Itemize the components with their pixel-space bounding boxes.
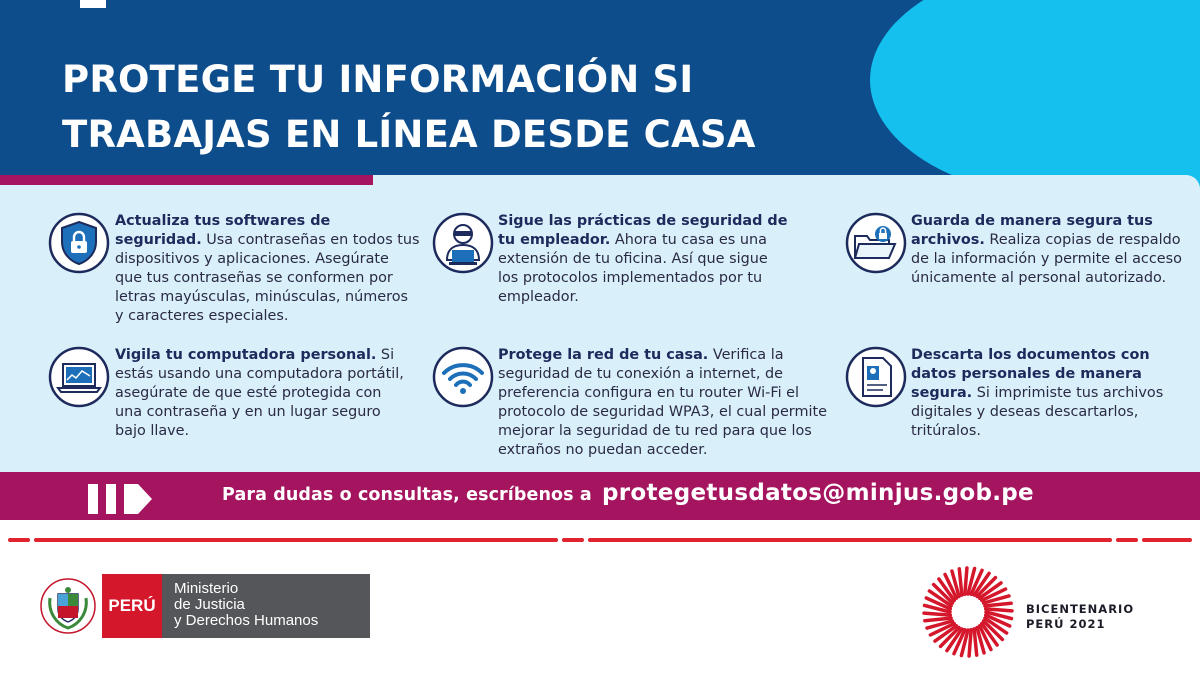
ministry-line-1: Ministerio: [174, 580, 239, 597]
bicentenario-ray: [924, 613, 950, 615]
arrow-stripe-2: [106, 484, 116, 514]
tip-employer-practices: Sigue las prácticas de seguridad de tu empleador. Ahora tu casa es una extensión de tu oficina. Así que sigue los protocolos implementados por tu empleador.: [498, 213, 788, 305]
personal-document-icon: [845, 346, 905, 406]
bicentenario-ray: [986, 609, 1012, 611]
tip-home-network: Protege la red de tu casa. Verifica la seguridad de tu conexión a internet, de preferencia configura en tu router Wi-Fi el protocolo de seguridad WPA3, el cual permite mejorar la seguridad de tu red para que los extraños no puedan acceder.: [498, 347, 827, 458]
laptop-icon: [48, 346, 108, 406]
locked-folder-icon: [845, 212, 905, 272]
title-line-1: PROTEGE TU INFORMACIÓN SI: [62, 58, 694, 101]
arrow-right-icon: [124, 484, 152, 514]
bicentenario-line-1: BICENTENARIO: [1026, 602, 1135, 616]
dashed-divider: [0, 537, 1200, 543]
peru-logo: PERÚ: [102, 574, 162, 638]
bicentenario-line-2: PERÚ 2021: [1026, 617, 1106, 631]
bicentenario-ray: [969, 630, 971, 656]
bicentenario-ray: [959, 569, 962, 595]
ministry-line-3: y Derechos Humanos: [174, 612, 319, 629]
peru-coat-of-arms-icon: [38, 576, 98, 636]
ministry-logo: [162, 574, 370, 638]
bicentenario-ray: [925, 618, 951, 621]
bicentenario-ray: [965, 568, 967, 594]
bicentenario-logo-icon: [922, 566, 1014, 658]
tip-store-files: Guarda de manera segura tus archivos. Realiza copias de respaldo de la información y permite el acceso únicamente al personal autorizado.: [911, 213, 1182, 286]
employee-laptop-icon: [432, 212, 492, 272]
bicentenario-text: [1026, 602, 1134, 632]
bicentenario-ray: [974, 629, 977, 655]
tip-discard-documents: Descarta los documentos con datos personales de manera segura. Si imprimiste tus archivos digitales y deseas descartarlos, tritúralos.: [911, 347, 1164, 439]
contact-prompt: Para dudas o consultas, escríbenos a: [222, 485, 592, 505]
arrow-stripe-1: [88, 484, 98, 514]
title-line-2: TRABAJAS EN LÍNEA DESDE CASA: [62, 113, 756, 156]
page-title: [62, 52, 862, 162]
wifi-icon: [432, 346, 492, 406]
security-shield-lock-icon: [48, 212, 108, 272]
maroon-accent-tab: [0, 175, 373, 185]
ministry-line-2: de Justicia: [174, 596, 245, 613]
header-notch: [80, 0, 106, 8]
tip-security-software: Actualiza tus softwares de seguridad. Usa contraseñas en todos tus dispositivos y aplicaciones. Asegúrate que tus contraseñas se conformen por letras mayúsculas, minúsculas, números y caracteres especiales.: [115, 213, 420, 324]
contact-email-link[interactable]: protegetusdatos@minjus.gob.pe: [602, 480, 1034, 506]
bicentenario-ray: [985, 603, 1011, 606]
tip-personal-computer: Vigila tu computadora personal. Si estás usando una computadora portátil, asegúrate de que esté protegida con una contraseña y en un lugar seguro bajo llave.: [115, 347, 404, 439]
